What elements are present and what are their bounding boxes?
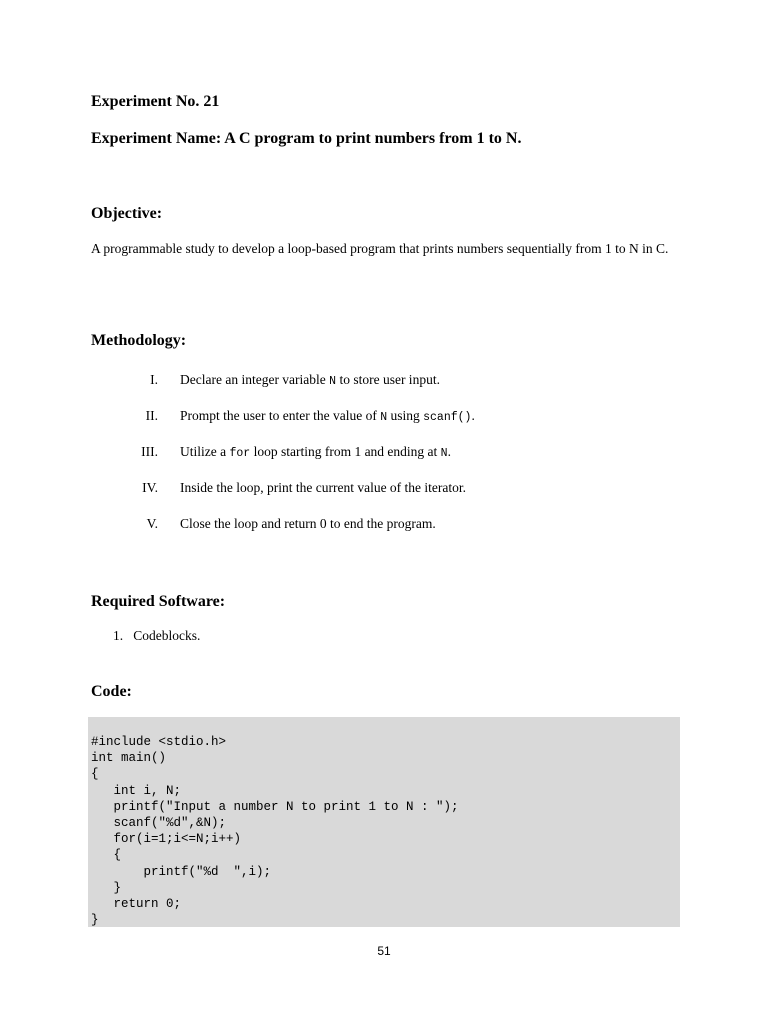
- methodology-item-text: [180, 408, 475, 424]
- text-run: Utilize a: [180, 444, 230, 459]
- inline-code: scanf(): [423, 411, 472, 424]
- inline-code: N: [440, 447, 448, 460]
- text-run: Declare an integer variable: [180, 372, 330, 387]
- experiment-number: Experiment No. 21: [91, 93, 220, 110]
- text-run: using: [387, 408, 424, 423]
- text-run: to store user input.: [336, 372, 440, 387]
- methodology-item-number: III.: [141, 444, 158, 459]
- text-run: Close the loop and return 0 to end the program.: [180, 516, 436, 531]
- software-item-label: Codeblocks.: [133, 628, 201, 643]
- text-run: .: [471, 408, 475, 423]
- software-heading: Required Software:: [91, 593, 226, 610]
- text-run: loop starting from 1 and ending at: [250, 444, 441, 459]
- methodology-item-number: IV.: [142, 480, 158, 495]
- methodology-heading: Methodology:: [91, 332, 187, 349]
- methodology-item-number: II.: [145, 408, 158, 423]
- text-run: Prompt the user to enter the value of: [180, 408, 381, 423]
- inline-code: N: [329, 375, 337, 388]
- software-item-number: 1.: [113, 628, 124, 643]
- methodology-item-text: [180, 372, 440, 388]
- software-item: [113, 628, 200, 644]
- inline-code: for: [229, 447, 251, 460]
- code-heading: Code:: [91, 683, 132, 700]
- methodology-item-text: [180, 444, 451, 460]
- objective-text: A programmable study to develop a loop-based program that prints numbers sequentially from 1 to N in C.: [91, 241, 669, 256]
- text-run: Inside the loop, print the current value of the iterator.: [180, 480, 467, 495]
- inline-code: N: [380, 411, 388, 424]
- methodology-item-text: [180, 480, 466, 496]
- code-block: [88, 717, 680, 927]
- methodology-item-text: [180, 516, 436, 532]
- objective-heading: Objective:: [91, 205, 163, 222]
- methodology-item-number: V.: [146, 516, 158, 531]
- code-text: #include <stdio.h> int main() { int i, N; printf("Input a number N to print 1 to N : "); scanf("%d",&N); for(i=1;i<=N;i++) { printf("%d ",i); } return 0; }: [91, 735, 459, 928]
- text-run: .: [447, 444, 451, 459]
- page-number: 51: [377, 944, 391, 958]
- experiment-name: Experiment Name: A C program to print numbers from 1 to N.: [91, 130, 522, 147]
- methodology-item-number: I.: [150, 372, 158, 387]
